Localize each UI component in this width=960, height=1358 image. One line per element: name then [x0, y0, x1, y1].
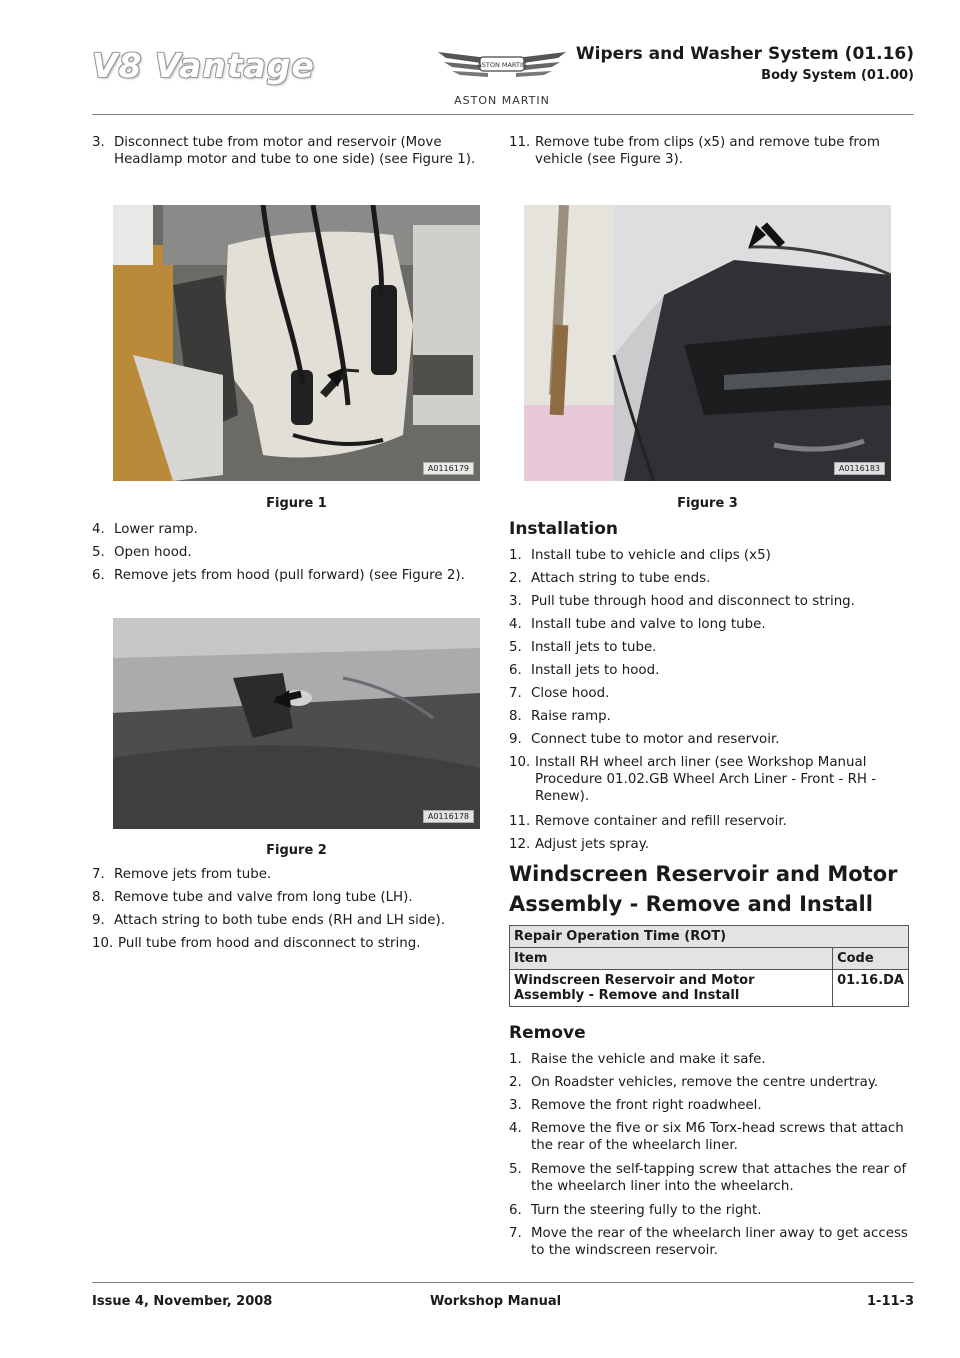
- footer-manual: Workshop Manual: [430, 1294, 562, 1309]
- remove-step-3: 3. Remove the front right roadwheel.: [509, 1098, 762, 1113]
- install-step-12: 12. Adjust jets spray.: [509, 837, 650, 852]
- remove-step-5: 5. Remove the self-tapping screw that attaches the rear of the wheelarch liner into the wheelarch.: [509, 1162, 907, 1194]
- figure-1-caption: Figure 1: [266, 496, 327, 511]
- rot-row-item: Windscreen Reservoir and Motor Assembly - Remove and Install: [510, 970, 833, 1007]
- footer-issue: Issue 4, November, 2008: [92, 1294, 273, 1309]
- section-heading: Windscreen Reservoir and Motor Assembly - Remove and Install: [509, 862, 898, 916]
- left-step-3: 3. Disconnect tube from motor and reservoir (Move Headlamp motor and tube to one side) (see Figure 1).: [92, 135, 476, 167]
- remove-step-4: 4. Remove the five or six M6 Torx-head screws that attach the rear of the wheelarch liner.: [509, 1121, 904, 1153]
- figure-1-code: A0116179: [423, 462, 474, 475]
- left-step-5: 5. Open hood.: [92, 545, 192, 560]
- left-step-8: 8. Remove tube and valve from long tube (LH).: [92, 890, 413, 905]
- install-step-3: 3. Pull tube through hood and disconnect to string.: [509, 594, 855, 609]
- install-step-2: 2. Attach string to tube ends.: [509, 571, 711, 586]
- install-step-10: 10. Install RH wheel arch liner (see Workshop Manual Procedure 01.02.GB Wheel Arch Liner - Front - RH - Renew).: [509, 755, 877, 804]
- remove-step-2: 2. On Roadster vehicles, remove the centre undertray.: [509, 1075, 879, 1090]
- left-step-4: 4. Lower ramp.: [92, 522, 198, 537]
- left-step-10: 10. Pull tube from hood and disconnect to string.: [92, 936, 421, 951]
- page-title: Wipers and Washer System (01.16): [575, 44, 914, 64]
- install-step-11: 11. Remove container and refill reservoir.: [509, 814, 787, 829]
- rot-row-code: 01.16.DA: [833, 970, 909, 1007]
- figure-3-image: [524, 205, 891, 481]
- remove-step-1: 1. Raise the vehicle and make it safe.: [509, 1052, 766, 1067]
- rot-col-code: Code: [833, 948, 909, 970]
- header-divider: [92, 114, 914, 115]
- left-step-6: 6. Remove jets from hood (pull forward) (see Figure 2).: [92, 568, 465, 583]
- install-step-6: 6. Install jets to hood.: [509, 663, 660, 678]
- v8-vantage-logo: V8 Vantage: [92, 46, 315, 85]
- rot-col-item: Item: [510, 948, 833, 970]
- brand-name: ASTON MARTIN: [454, 94, 550, 107]
- install-step-1: 1. Install tube to vehicle and clips (x5): [509, 548, 771, 563]
- left-step-9: 9. Attach string to both tube ends (RH and LH side).: [92, 913, 446, 928]
- figure-2-caption: Figure 2: [266, 843, 327, 858]
- remove-step-6: 6. Turn the steering fully to the right.: [509, 1203, 762, 1218]
- brand-badge-text: ASTON MARTIN: [477, 61, 527, 69]
- rot-table-title: Repair Operation Time (ROT): [510, 926, 909, 948]
- rot-table: [509, 925, 909, 1007]
- figure-2-image: [113, 618, 480, 829]
- footer-page-number: 1-11-3: [867, 1294, 914, 1309]
- page-subtitle: Body System (01.00): [761, 68, 914, 83]
- footer-divider: [92, 1282, 914, 1283]
- figure-1-image: [113, 205, 480, 481]
- figure-2-code: A0116178: [423, 810, 474, 823]
- install-step-9: 9. Connect tube to motor and reservoir.: [509, 732, 780, 747]
- aston-martin-wings-logo: [436, 44, 568, 90]
- figure-3-caption: Figure 3: [677, 496, 738, 511]
- left-step-7: 7. Remove jets from tube.: [92, 867, 272, 882]
- install-step-5: 5. Install jets to tube.: [509, 640, 657, 655]
- install-step-8: 8. Raise ramp.: [509, 709, 611, 724]
- install-step-7: 7. Close hood.: [509, 686, 610, 701]
- right-step-11: 11. Remove tube from clips (x5) and remove tube from vehicle (see Figure 3).: [509, 135, 880, 167]
- install-step-4: 4. Install tube and valve to long tube.: [509, 617, 766, 632]
- figure-3-code: A0116183: [834, 462, 885, 475]
- remove-step-7: 7. Move the rear of the wheelarch liner away to get access to the windscreen reservoir.: [509, 1226, 908, 1258]
- remove-heading: Remove: [509, 1023, 586, 1043]
- installation-heading: Installation: [509, 519, 619, 539]
